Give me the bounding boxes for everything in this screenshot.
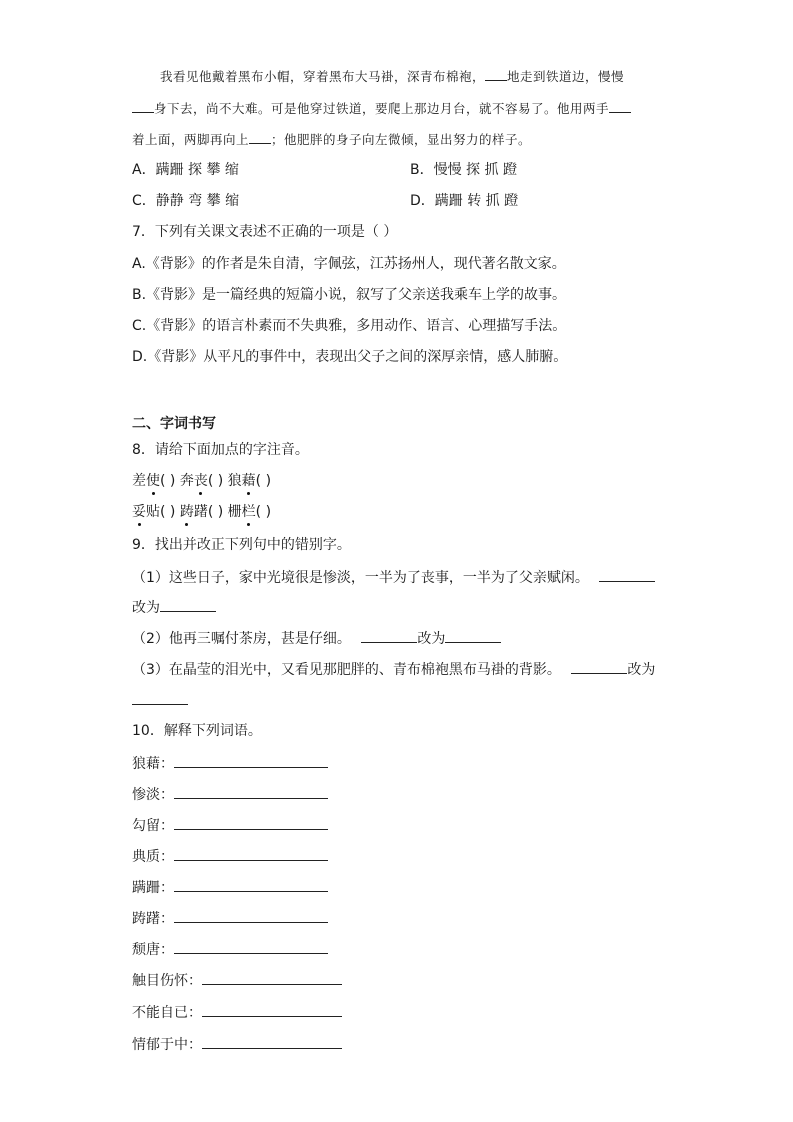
- wrong-char-blank[interactable]: [599, 567, 655, 582]
- section-title: 二、字词书写: [132, 416, 216, 432]
- passage-text: 地走到铁道边，慢慢: [507, 69, 625, 84]
- pinyin-blank: ( ): [207, 473, 224, 489]
- q6-option-d[interactable]: D．蹒跚 转 抓 蹬: [410, 193, 519, 209]
- term-row: [132, 939, 328, 960]
- q7-option-c[interactable]: C.《背影》的语言朴素而不失典雅，多用动作、语言、心理描写手法。: [132, 318, 567, 334]
- term-row: [132, 784, 328, 805]
- term-row: [132, 1002, 342, 1023]
- pinyin-blank: 贴( ): [146, 504, 176, 520]
- definition-blank[interactable]: [174, 784, 328, 799]
- q9-stem: 9．找出并改正下列句中的错别字。: [132, 537, 351, 553]
- q8-row-2: [132, 502, 271, 522]
- change-label: 改为: [627, 662, 656, 678]
- q6-option-a[interactable]: A．蹒跚 探 攀 缩: [132, 162, 239, 178]
- char: 奔: [179, 473, 194, 489]
- q9-change-3: [132, 690, 188, 711]
- sentence-text: （1）这些日子，家中光境很是惨淡，一半为了丧事，一半为了父亲赋闲。: [132, 570, 589, 586]
- q10-stem: 10．解释下列词语。: [132, 723, 262, 739]
- term-label: 颓唐：: [132, 942, 174, 958]
- passage-text: 身下去，尚不大难。可是他穿过铁道，要爬上那边月台，就不容易了。他用两手: [154, 101, 610, 116]
- term-row: [132, 908, 328, 929]
- sentence-text: （3）在晶莹的泪光中，又看见那肥胖的、青布棉袍黑布马褂的背影。: [132, 662, 561, 678]
- definition-blank[interactable]: [174, 877, 328, 892]
- definition-blank[interactable]: [202, 1002, 342, 1017]
- definition-blank[interactable]: [174, 846, 328, 861]
- passage-line-2: [132, 98, 631, 119]
- q9-sentence-3: [132, 659, 655, 680]
- passage-text: ；他肥胖的身子向左微倾，显出努力的样子。: [271, 132, 532, 147]
- passage-line-1: [160, 66, 624, 87]
- term-label: 惨淡：: [132, 787, 174, 803]
- q8-stem: 8．请给下面加点的字注音。: [132, 442, 309, 458]
- q7-option-a[interactable]: A.《背影》的作者是朱自清，字佩弦，江苏扬州人，现代著名散文家。: [132, 256, 566, 272]
- q6-option-b[interactable]: B．慢慢 探 抓 蹬: [410, 162, 517, 178]
- pinyin-item[interactable]: [228, 504, 271, 520]
- q8-row-1: [132, 471, 271, 491]
- term-label: 踌躇：: [132, 911, 174, 927]
- definition-blank[interactable]: [202, 1034, 342, 1049]
- q7-stem: 7．下列有关课文表述不正确的一项是（ ）: [132, 224, 398, 240]
- dotted-char: 栏: [241, 504, 256, 520]
- passage-line-3: [132, 129, 531, 150]
- dotted-char: 踌: [179, 504, 194, 520]
- passage-text: 着上面，两脚再向上: [132, 132, 250, 147]
- answer-blank[interactable]: [249, 129, 271, 144]
- correct-char-blank[interactable]: [132, 690, 188, 705]
- answer-blank[interactable]: [485, 66, 507, 81]
- definition-blank[interactable]: [174, 908, 328, 923]
- pinyin-item[interactable]: [180, 473, 223, 489]
- passage-text: 我看见他戴着黑布小帽，穿着黑布大马褂，深青布棉袍，: [160, 69, 486, 84]
- char: 栅: [227, 504, 242, 520]
- char: 狼: [227, 473, 242, 489]
- change-label: 改为: [417, 631, 446, 647]
- q7-option-b[interactable]: B.《背影》是一篇经典的短篇小说，叙写了父亲送我乘车上学的故事。: [132, 287, 567, 303]
- definition-blank[interactable]: [174, 815, 328, 830]
- wrong-char-blank[interactable]: [361, 628, 417, 643]
- wrong-char-blank[interactable]: [571, 659, 627, 674]
- q6-option-c[interactable]: C．静静 弯 攀 缩: [132, 193, 240, 209]
- term-label: 勾留：: [132, 818, 174, 834]
- dotted-char: 丧: [193, 473, 208, 489]
- char: 差: [132, 473, 146, 489]
- answer-blank[interactable]: [132, 98, 154, 113]
- sentence-text: （2）他再三嘱付茶房，甚是仔细。: [132, 631, 351, 647]
- pinyin-blank: ( ): [255, 473, 272, 489]
- term-label: 情郁于中：: [132, 1037, 202, 1053]
- definition-blank[interactable]: [174, 753, 328, 768]
- dotted-char: 使: [146, 473, 160, 489]
- pinyin-blank: ( ): [160, 473, 176, 489]
- term-label: 不能自已：: [132, 1005, 202, 1021]
- q9-sentence-2: [132, 628, 501, 649]
- term-row: [132, 877, 328, 898]
- q7-option-d[interactable]: D.《背影》从平凡的事件中，表现出父子之间的深厚亲情，感人肺腑。: [132, 349, 568, 365]
- pinyin-item[interactable]: [132, 504, 175, 520]
- answer-blank[interactable]: [609, 98, 631, 113]
- pinyin-item[interactable]: [180, 504, 223, 520]
- term-label: 触目伤怀：: [132, 973, 202, 989]
- term-row: [132, 1034, 342, 1055]
- dotted-char: 妥: [132, 504, 146, 520]
- pinyin-blank: ( ): [255, 504, 272, 520]
- q9-sentence-1: [132, 567, 655, 588]
- term-row: [132, 846, 328, 867]
- term-label: 典质：: [132, 849, 174, 865]
- term-row: [132, 815, 328, 836]
- q9-change-1: [132, 597, 216, 618]
- dotted-char: 藉: [241, 473, 256, 489]
- term-label: 狼藉：: [132, 756, 174, 772]
- pinyin-item[interactable]: [132, 473, 175, 489]
- term-row: [132, 753, 328, 774]
- term-label: 蹒跚：: [132, 880, 174, 896]
- change-label: 改为: [132, 600, 160, 616]
- correct-char-blank[interactable]: [445, 628, 501, 643]
- pinyin-blank: 躇( ): [193, 504, 224, 520]
- correct-char-blank[interactable]: [160, 597, 216, 612]
- term-row: [132, 970, 342, 991]
- definition-blank[interactable]: [202, 970, 342, 985]
- pinyin-item[interactable]: [228, 473, 271, 489]
- definition-blank[interactable]: [174, 939, 328, 954]
